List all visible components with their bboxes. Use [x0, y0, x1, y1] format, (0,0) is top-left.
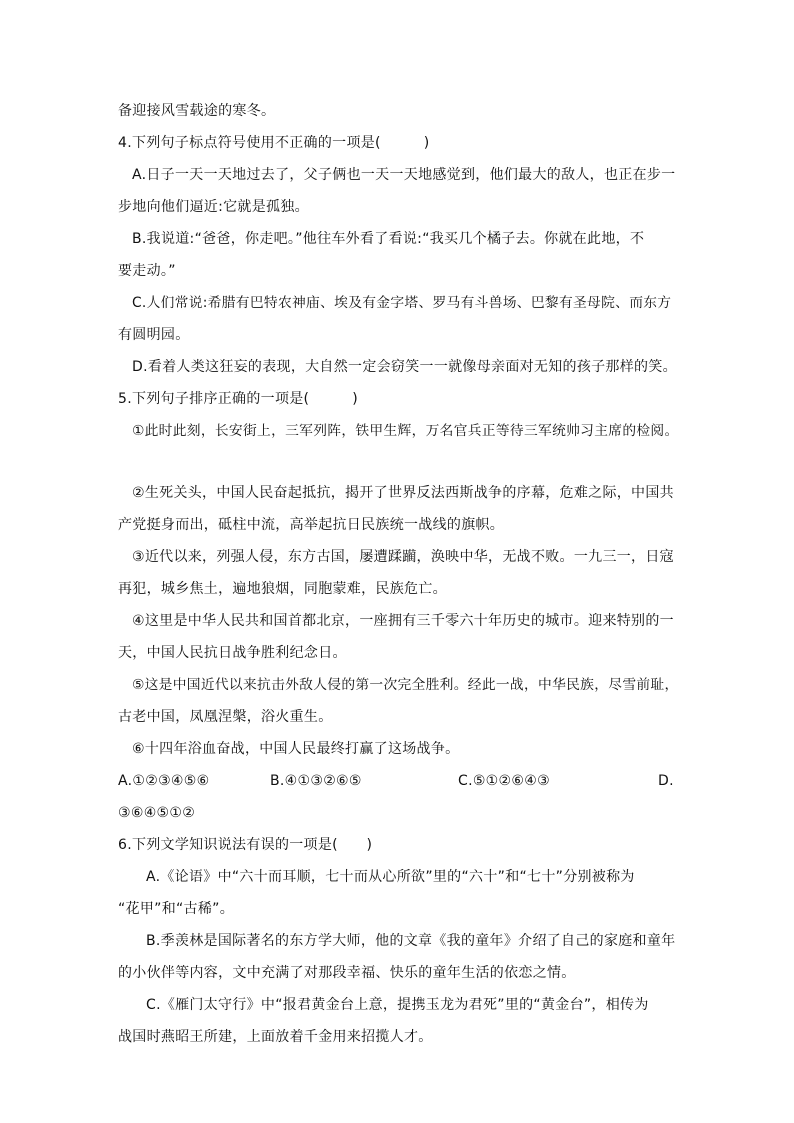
- continuation-line: 备迎接风雪载途的寒冬。: [118, 103, 276, 119]
- question-4-stem: 4.下列句子标点符号使用不正确的一项是( ): [118, 135, 430, 151]
- q5-option-d: D.: [658, 773, 674, 789]
- question-5-stem: 5.下列句子排序正确的一项是( ): [118, 391, 358, 407]
- q5-option-d-continued: ③⑥④⑤①②: [118, 805, 196, 821]
- q5-option-c: C.⑤①②⑥④③: [458, 773, 550, 789]
- q6-option-c-line2: 战国时燕昭王所建，上面放着千金用来招揽人才。: [118, 1029, 433, 1045]
- q5-sentence-4-line1: ④这里是中华人民共和国首都北京，一座拥有三千零六十年历史的城市。迎来特别的一: [132, 613, 674, 629]
- q5-sentence-2-line1: ②生死关头，中国人民奋起抵抗，揭开了世界反法西斯战争的序幕，危难之际，中国共: [132, 485, 674, 501]
- q4-option-c-line1: C.人们常说:希腊有巴特农神庙、埃及有金字塔、罗马有斗兽场、巴黎有圣母院、而东方: [132, 295, 672, 311]
- q4-option-d: D.看着人类这狂妄的表现，大自然一定会窃笑一一就像母亲面对无知的孩子那样的笑。: [132, 359, 677, 375]
- q5-sentence-4-line2: 天，中国人民抗日战争胜利纪念日。: [118, 645, 347, 661]
- question-6-stem: 6.下列文学知识说法有误的一项是( ): [118, 837, 373, 853]
- q5-option-a: A.①②③④⑤⑥: [118, 773, 210, 789]
- q4-option-a-line1: A.日子一天一天地过去了，父子俩也一天一天地感觉到，他们最大的敌人，也正在步一: [132, 167, 676, 183]
- q5-sentence-3-line1: ③近代以来，列强人侵，东方古国，屡遭蹂躏，涣映中华，无战不败。一九三一，日寇: [132, 549, 674, 565]
- q5-sentence-2-line2: 产党挺身而出，砥柱中流，高举起抗日民族统一战线的旗帜。: [118, 517, 505, 533]
- q4-option-a-line2: 步地向他们逼近:它就是孤独。: [118, 199, 309, 215]
- q6-option-b-line1: B.季羡林是国际著名的东方学大师，他的文章《我的童年》介绍了自己的家庭和童年: [146, 933, 676, 949]
- q5-sentence-1: ①此时此刻，长安街上，三军列阵，铁甲生辉，万名官兵正等待三军统帅习主席的检阅。: [132, 423, 679, 439]
- q5-sentence-5-line1: ⑤这是中国近代以来抗击外敌人侵的第一次完全胜利。经此一战，中华民族，尽雪前耻，: [132, 677, 679, 693]
- q5-sentence-5-line2: 古老中国，凤凰涅槃，浴火重生。: [118, 709, 333, 725]
- q6-option-a-line1: A.《论语》中“六十而耳顺，七十而从心所欲”里的“六十”和“七十”分别被称为: [146, 869, 635, 885]
- q6-option-b-line2: 的小伙伴等内容，文中充满了对那段幸福、快乐的童年生活的依恋之情。: [118, 965, 576, 981]
- q4-option-b-line2: 要走动。”: [118, 263, 176, 279]
- q5-option-b: B.④①③②⑥⑤: [270, 773, 362, 789]
- q5-sentence-6: ⑥十四年浴血奋战，中国人民最终打赢了这场战争。: [132, 741, 460, 757]
- q6-option-c-line1: C.《雁门太守行》中“报君黄金台上意，提携玉龙为君死”里的“黄金台”，相传为: [146, 997, 649, 1013]
- q4-option-c-line2: 有圆明园。: [118, 327, 190, 343]
- q6-option-a-line2: “花甲”和“古稀”。: [118, 901, 235, 917]
- q5-sentence-3-line2: 再犯，城乡焦土，遍地狼烟，同胞蒙难，民族危亡。: [118, 581, 447, 597]
- q4-option-b-line1: B.我说道:“爸爸，你走吧。”他往车外看了看说:“我买几个橘子去。你就在此地，不: [132, 231, 645, 247]
